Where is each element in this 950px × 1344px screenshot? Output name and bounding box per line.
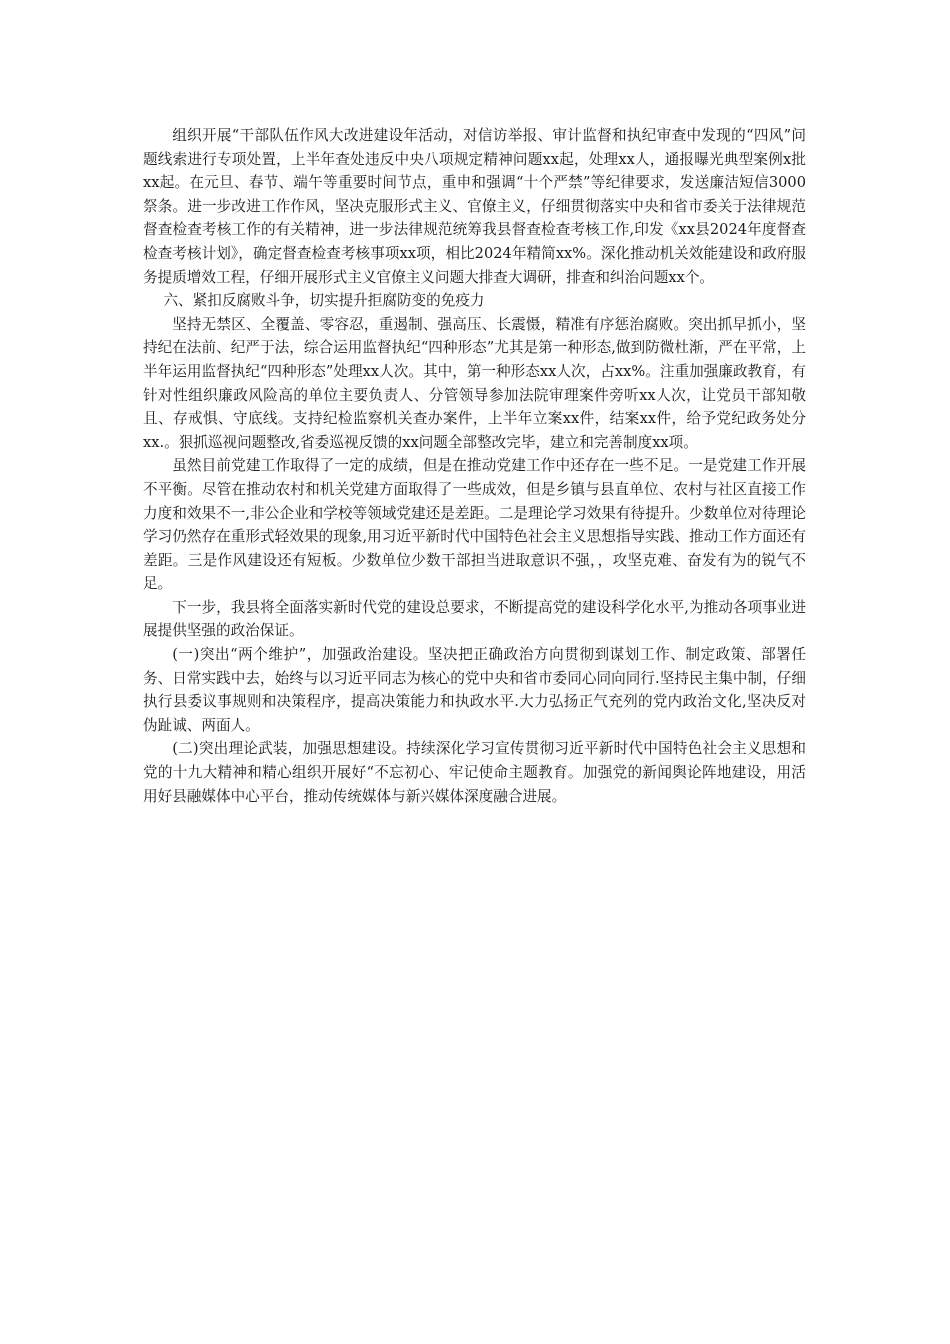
paragraph-political-building: (一)突出“两个维护”，加强政治建设。坚决把正确政治方向贯彻到谋划工作、制定政策、部署任务、日常实践中去，始终与以习近平同志为核心的党中央和省市委同心同向同行.坚持民主集中制，仔细执行县委议事规则和决策程序，提高决策能力和执政水平.大力弘扬正气充列的党内政治文化,坚决反对伪趾诚、两面人。: [143, 646, 806, 734]
paragraph-anticorruption: 坚持无禁区、全覆盖、零容忍，重遏制、强高压、长震慑，精准有序惩治腐败。突出抓早抓小，坚持纪在法前、纪严于法，综合运用监督执纪“四种形态”尤其是第一种形态,做到防微杜渐，严在平常，上半年运用监督执纪“四种形态”处理xx人次。其中，第一种形态xx人次，占xx%。注重加强廉政教育，有针对性组织廉政风险高的单位主要负责人、分管领导参加法院审理案件旁听xx人次，让党员干部知敬且、存戒惧、守底线。支持纪检监察机关查办案件，上半年立案xx件，结案xx件，给予党纪政务处分xx.。狠抓巡视问题整改,省委巡视反馈的xx问题全部整改完毕，建立和完善制度xx项。: [143, 315, 806, 451]
paragraph-next-steps: 下一步，我县将全面落实新时代党的建设总要求，不断提高党的建设科学化水平,为推动各项事业进展提供坚强的政治保证。: [143, 598, 806, 640]
document-body: [143, 124, 806, 808]
paragraph-ideological-building: (二)突出理论武装，加强思想建设。持续深化学习宣传贯彻习近平新时代中国特色社会主义思想和党的十九大精神和精心组织开展好“不忘初心、牢记使命主题教育。加强党的新闻舆论阵地建设，用活用好县融媒体中心平台，推动传统媒体与新兴媒体深度融合进展。: [143, 740, 806, 805]
paragraph-shortcomings: 虽然目前党建工作取得了一定的成绩，但是在推动党建工作中还存在一些不足。一是党建工作开展不平衡。尽管在推动农村和机关党建方面取得了一些成效，但是乡镇与县直单位、农村与社区直接工作力度和效果不一,非公企业和学校等领域党建还是差距。二是理论学习效果有待提升。少数单位对待理论学习仍然存在重形式轻效果的现象,用习近平新时代中国特色社会主义思想指导实践、推动工作方面还有差距。三是作风建设还有短板。少数单位少数干部担当进取意识不强，，攻坚克难、奋发有为的锐气不足。: [143, 457, 806, 593]
paragraph-style-work: 组织开展“干部队伍作风大改进建设年活动，对信访举报、审计监督和执纪审查中发现的“四风”问题线索进行专项处置，上半年查处违反中央八项规定精神问题xx起，处理xx人，通报曝光典型案例x批xx起。在元旦、春节、端午等重要时间节点，重申和强调“十个严禁”等纪律要求，发送廉洁短信3000祭条。进一步改进工作作风，坚决克服形式主义、官僚主义，仔细贯彻落实中央和省市委关于法律规范督查检查考核工作的有关精神，进一步法律规范统筹我县督查检查考核工作,印发《xx县2024年度督查检查考核计划》，确定督查检查考核事项xx项，相比2024年精简xx%。深化推动机关效能建设和政府服务提质增效工程，仔细开展形式主义官僚主义问题大排查大调研，排查和纠治问题xx个。: [143, 127, 806, 286]
section-heading-anticorruption: 六、紧扣反腐败斗争，切实提升拒腐防变的免疫力: [163, 292, 485, 310]
